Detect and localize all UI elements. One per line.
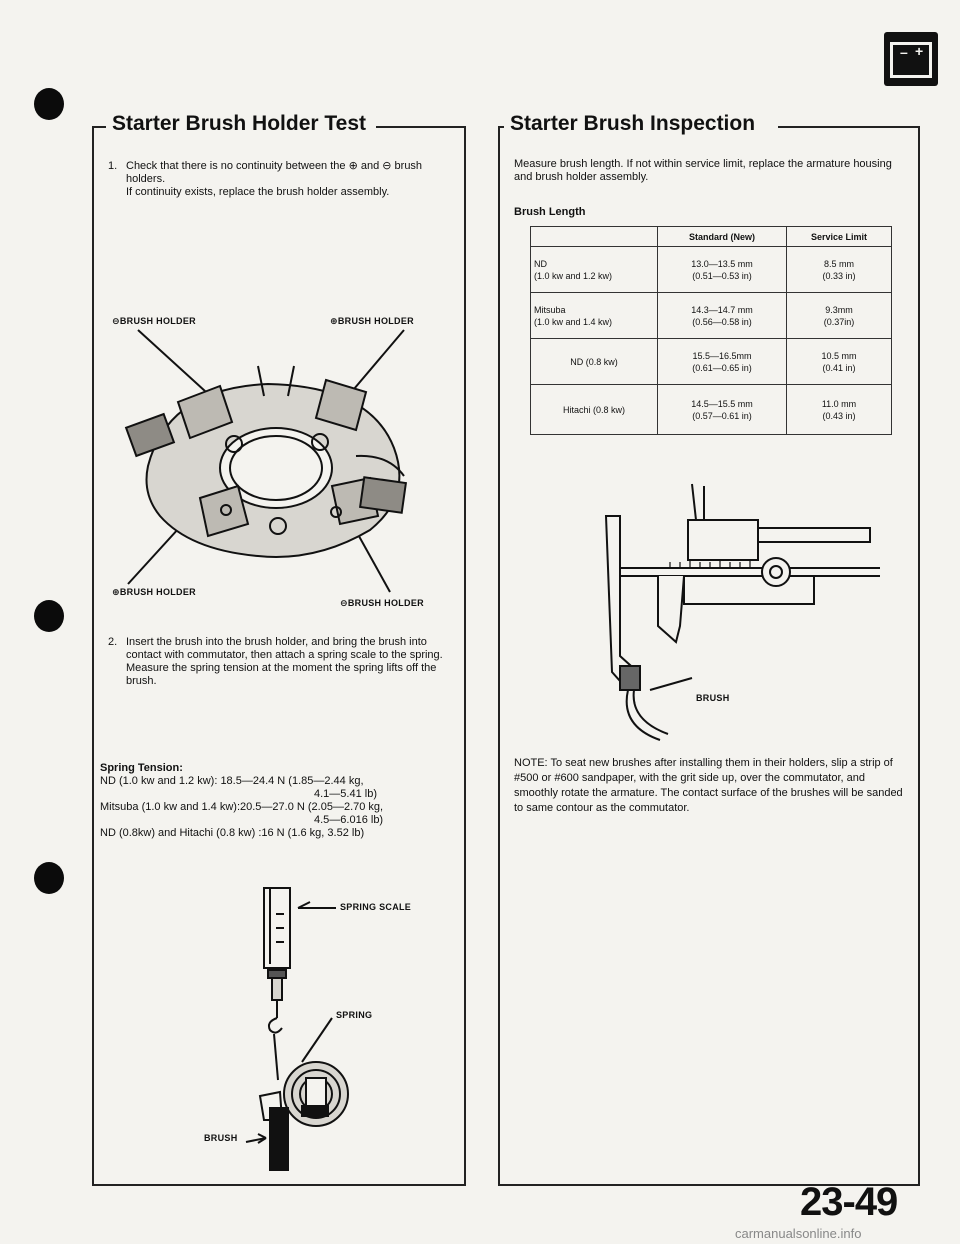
tension-hitachi: ND (0.8kw) and Hitachi (0.8 kw) :16 N (1.6 kg, 3.52 lb): [100, 827, 365, 839]
brush-holder-illustration: [108, 326, 458, 596]
spring-tension-heading: Spring Tension:: [100, 762, 183, 774]
row-limit-in: (0.37in): [823, 316, 855, 327]
tension-nd-value: 18.5—24.4 N (1.85—2.44 kg,: [220, 775, 364, 787]
step1-text2: If continuity exists, replace the brush holder assembly.: [126, 186, 390, 198]
punch-hole: [34, 88, 64, 120]
page-number: 23-49: [800, 1180, 898, 1224]
watermark: carmanualsonline.info: [735, 1226, 862, 1241]
row-std-in: (0.57—0.61 in): [692, 410, 752, 421]
tension-mitsuba-value: 20.5—27.0 N (2.05—2.70 kg,: [240, 801, 384, 813]
row-std: 14.5—15.5 mm: [691, 398, 753, 409]
left-section-title: Starter Brush Holder Test: [106, 112, 372, 136]
row-limit-in: (0.41 in): [822, 362, 856, 373]
row-std-in: (0.56—0.58 in): [692, 316, 752, 327]
battery-icon: [884, 32, 938, 86]
tension-nd-label: ND (1.0 kw and 1.2 kw):: [100, 775, 218, 787]
label-plus-holder-top: ⊕BRUSH HOLDER: [330, 316, 414, 326]
right-title-rule: [778, 126, 918, 128]
row-std: 14.3—14.7 mm: [691, 304, 753, 315]
row-sub: (1.0 kw and 1.2 kw): [534, 270, 613, 281]
spring-scale-illustration: [170, 884, 400, 1174]
battery-plus: +: [915, 43, 924, 59]
table-row: [531, 293, 892, 339]
inspection-intro: Measure brush length. If not within service limit, replace the armature housing and brush holder assembly.: [514, 158, 892, 183]
right-section-title: Starter Brush Inspection: [504, 112, 761, 136]
label-minus-holder-bottom: ⊖BRUSH HOLDER: [340, 598, 424, 608]
caliper-illustration: [580, 476, 910, 746]
row-name: ND (0.8 kw): [570, 356, 618, 367]
brush-length-table: [530, 226, 892, 435]
table-row: [531, 247, 892, 293]
label-spring-scale: SPRING SCALE: [340, 902, 412, 912]
row-name: Mitsuba: [534, 304, 566, 315]
row-limit-in: (0.33 in): [822, 270, 856, 281]
row-std-in: (0.61—0.65 in): [692, 362, 752, 373]
step2-text: Insert the brush into the brush holder, and bring the brush into contact with commutator, then attach a spring scale to the spring. Measure the spring tension at the moment the spring lifts off the brush.: [126, 636, 443, 687]
label-plus-holder-bottom: ⊕BRUSH HOLDER: [112, 587, 196, 597]
spring-tension-spec: [100, 762, 460, 840]
row-std: 15.5—16.5mm: [692, 350, 752, 361]
label-caliper-brush: BRUSH: [696, 693, 730, 703]
row-sub: (1.0 kw and 1.4 kw): [534, 316, 613, 327]
label-spring: SPRING: [336, 1010, 373, 1020]
table-row: [531, 339, 892, 385]
inspection-note: NOTE: To seat new brushes after installing them in their holders, slip a strip of #500 or #600 sandpaper, with the grit side up, over the commutator, and smoothly rotate the armature. The contact surface of the brushes will be sanded to same contour as the commutator.: [514, 757, 903, 814]
step1-text: Check that there is no continuity between the ⊕ and ⊖ brush holders.: [126, 160, 423, 185]
table-header-limit: Service Limit: [787, 227, 892, 247]
brush-length-heading: Brush Length: [514, 206, 586, 218]
row-limit-in: (0.43 in): [822, 410, 856, 421]
row-limit: 10.5 mm: [821, 350, 857, 361]
tension-mitsuba-value2: 4.5—6.016 lb): [314, 814, 384, 826]
step2-num: 2.: [108, 636, 118, 648]
tension-mitsuba-label: Mitsuba (1.0 kw and 1.4 kw):: [100, 801, 241, 813]
label-minus-holder-top: ⊖BRUSH HOLDER: [112, 316, 196, 326]
row-limit: 11.0 mm: [821, 398, 857, 409]
row-limit: 8.5 mm: [823, 258, 854, 269]
table-header-standard: Standard (New): [658, 227, 787, 247]
row-name: Hitachi (0.8 kw): [562, 404, 625, 415]
step1-num: 1.: [108, 160, 118, 172]
table-header-blank: [531, 227, 658, 247]
punch-hole: [34, 862, 64, 894]
row-limit: 9.3mm: [825, 304, 853, 315]
left-title-rule: [376, 126, 464, 128]
row-std: 13.0—13.5 mm: [691, 258, 753, 269]
tension-nd-value2: 4.1—5.41 lb): [314, 788, 377, 800]
battery-minus: –: [900, 44, 908, 60]
label-brush: BRUSH: [204, 1133, 238, 1143]
punch-hole: [34, 600, 64, 632]
row-name: ND: [534, 258, 547, 269]
table-row: [531, 385, 892, 435]
row-std-in: (0.51—0.53 in): [692, 270, 752, 281]
